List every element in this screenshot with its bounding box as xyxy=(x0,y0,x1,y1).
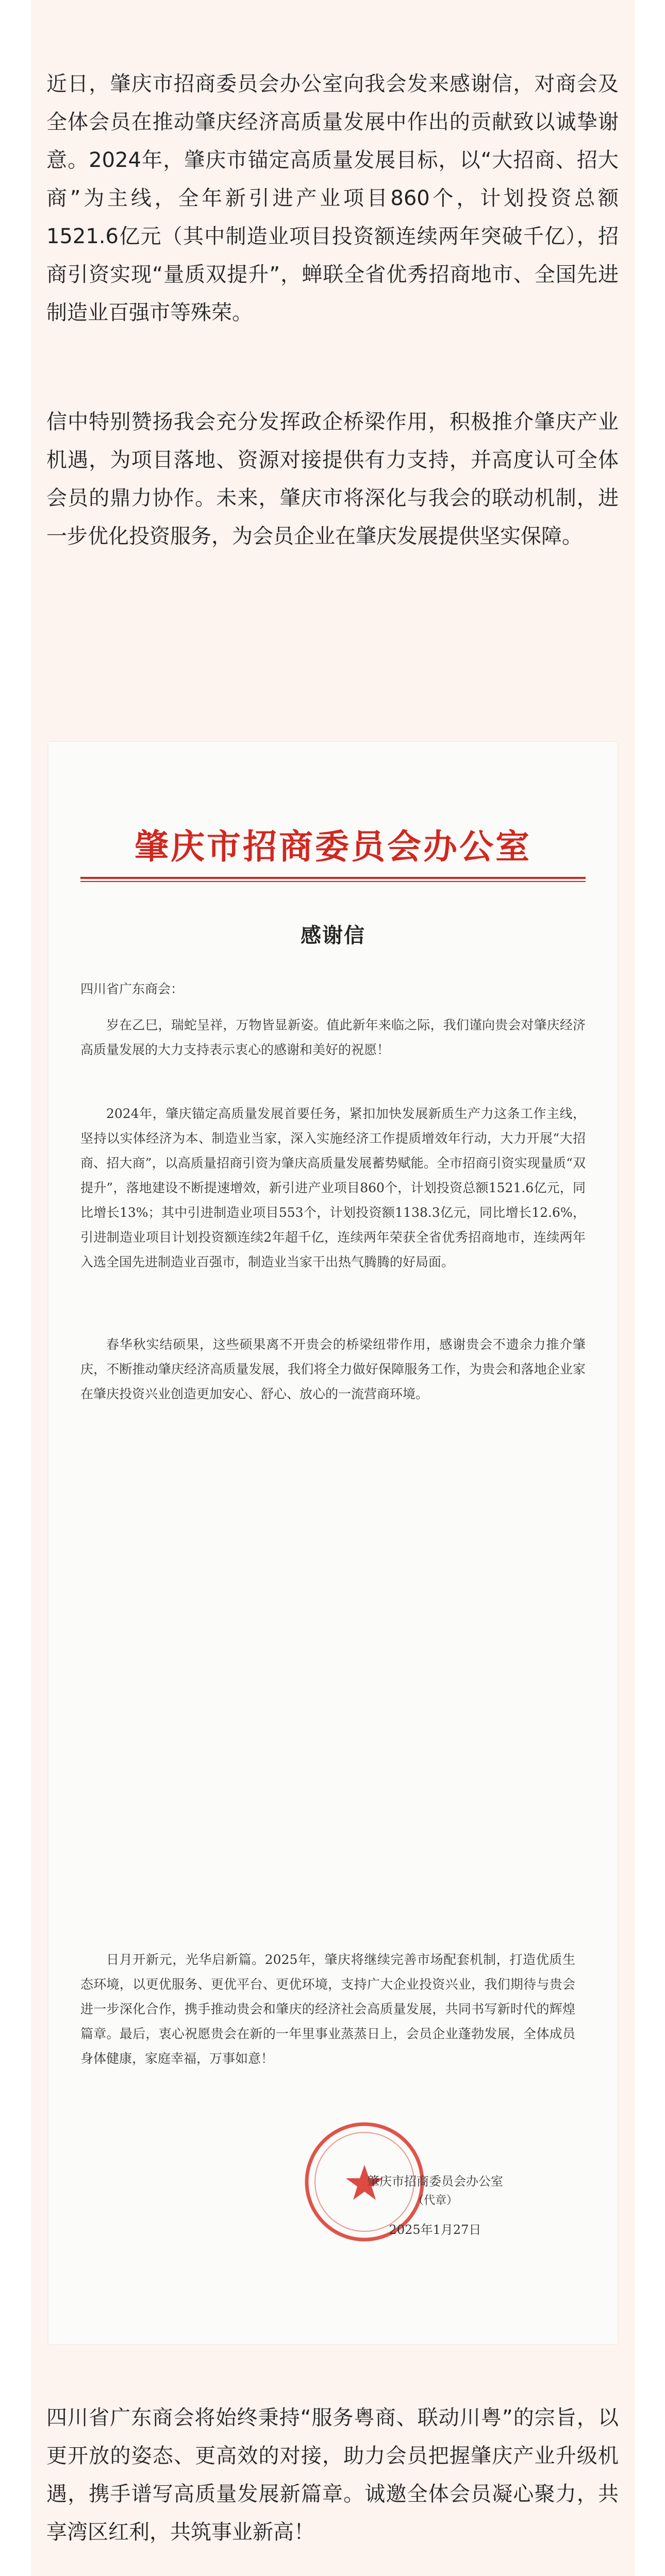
letter-body-paragraph-2: 2024年，肇庆锚定高质量发展首要任务，紧扣加快发展新质生产力这条工作主线，坚持以实体经济为本、制造业当家，深入实施经济工作提质增效年行动，大力开展“大招商、招大商”，以高质量招商引资为肇庆高质量发展蓄势赋能。全市招商引资实现量质“双提升”，落地建设不断提速增效，新引进产业项目860个，计划投资总额1521.6亿元，同比增长13%；其中引进制造业项目553个，计划投资额1138.3亿元，同比增长12.6%，引进制造业项目计划投资额连续2年超千亿，连续两年荣获全省优秀招商地市，连续两年入选全国先进制造业百强市，制造业当家干出热气腾腾的好局面。 xyxy=(80,1106,586,1269)
letter-page-1 xyxy=(48,742,618,1783)
letter-greeting: 四川省广东商会： xyxy=(80,981,184,996)
letterhead-rule-thick xyxy=(80,877,586,879)
letterhead-title: 肇庆市招商委员会办公室 xyxy=(135,826,531,867)
article-paragraph-3: 四川省广东商会将始终秉持“服务粤商、联动川粤”的宗旨，以更开放的姿态、更高效的对接，助力会员把握肇庆产业升级机遇，携手谱写高质量发展新篇章。诚邀全体会员凝心聚力，共享湾区红利，共筑事业新高！ xyxy=(46,2406,619,2544)
thank-you-letter-image xyxy=(48,742,618,2344)
letter-body-paragraph-4: 日月开新元，光华启新篇。2025年，肇庆将继续完善市场配套机制，打造优质生态环境，以更优服务、更优平台、更优环境，支持广大企业投资兴业，我们期待与贵会进一步深化合作，携手推动贵会和肇庆的经济社会高质量发展，共同书写新时代的辉煌篇章。最后，衷心祝愿贵会在新的一年里事业蒸蒸日上，会员企业蓬勃发展，全体成员身体健康，家庭幸福，万事如意！ xyxy=(80,1952,575,2066)
letter-body-paragraph-3: 春华秋实结硕果，这些硕果离不开贵会的桥梁纽带作用，感谢贵会不遗余力推介肇庆，不断推动肇庆经济高质量发展，我们将全力做好保障服务工作，为贵会和落地企业家在肇庆投资兴业创造更加安心、舒心、放心的一流营商环境。 xyxy=(80,1337,586,1401)
signature-note: （代章） xyxy=(412,2194,458,2207)
letter-body-paragraph-1: 岁在乙巳，瑞蛇呈祥，万物皆显新姿。值此新年来临之际，我们谨向贵会对肇庆经济高质量发展的大力支持表示衷心的感谢和美好的祝愿！ xyxy=(80,1018,586,1057)
signature-organization: 肇庆市招商委员会办公室 xyxy=(367,2174,503,2189)
letter-heading: 感谢信 xyxy=(301,923,365,947)
article-panel xyxy=(31,0,635,2576)
article-paragraph-2: 信中特别赞扬我会充分发挥政企桥梁作用，积极推介肇庆产业机遇，为项目落地、资源对接提供有力支持，并高度认可全体会员的鼎力协作。未来，肇庆市将深化与我会的联动机制，进一步优化投资服务，为会员企业在肇庆发展提供坚实保障。 xyxy=(46,410,619,548)
article-paragraph-1: 近日，肇庆市招商委员会办公室向我会发来感谢信，对商会及全体会员在推动肇庆经济高质量发展中作出的贡献致以诚挚谢意。2024年，肇庆市锚定高质量发展目标，以“大招商、招大商”为主线，全年新引进产业项目860个，计划投资总额1521.6亿元（其中制造业项目投资额连续两年突破千亿），招商引资实现“量质双提升”，蝉联全省优秀招商地市、全国先进制造业百强市等殊荣。 xyxy=(46,72,619,325)
letterhead-rule-thin xyxy=(80,881,586,882)
signature-date: 2025年1月27日 xyxy=(389,2223,481,2237)
